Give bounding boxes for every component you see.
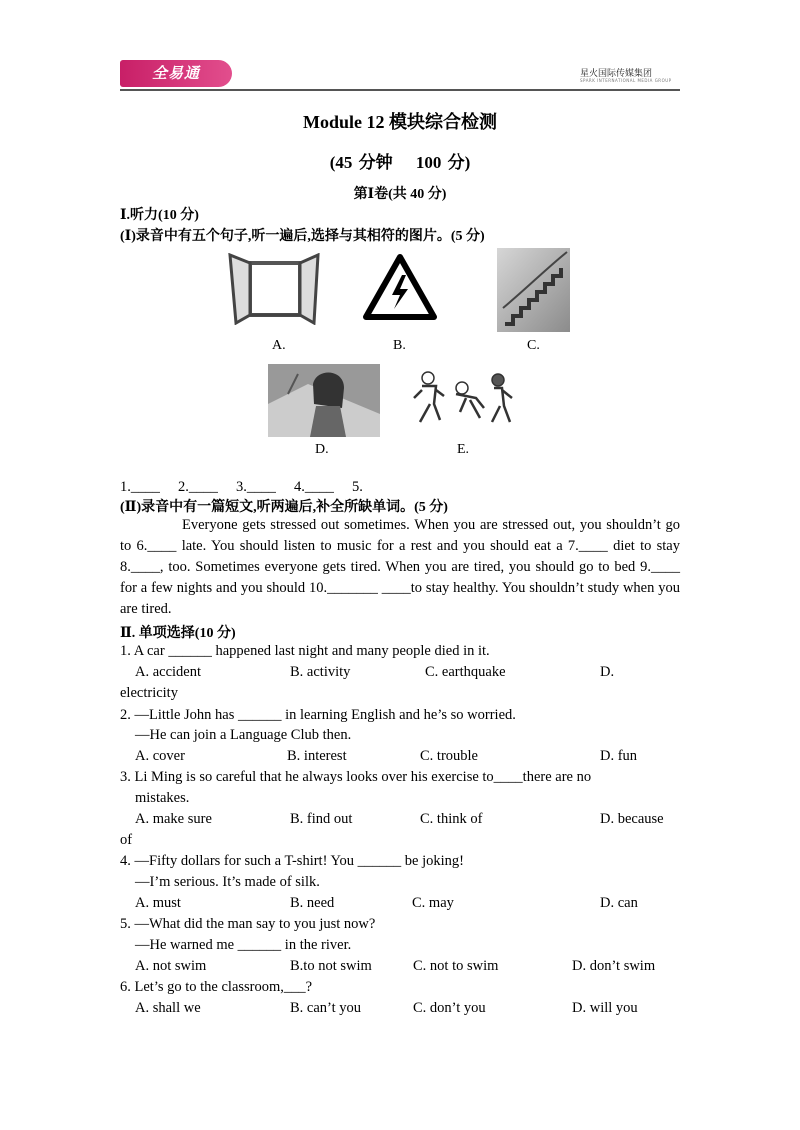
question-3-option-a: A. make sure [135, 811, 212, 827]
question-4-option-b: B. need [290, 895, 335, 911]
listening-part2-heading: (Ⅱ)录音中有一篇短文,听两遍后,补全所缺单词。(5 分) [120, 500, 448, 515]
picture-label-b: B. [393, 338, 406, 353]
question-6-stem: 6. Let’s go to the classroom,___? [120, 979, 313, 995]
listening-passage: Everyone gets stressed out sometimes. When you are stressed out, you shouldn’t go to 6.____ late. You should listen to music for a rest and you should eat a 7.____ diet to stay 8.____, too. Sometimes everyone gets tired. When you are tired, you should go to bed 9.____ for a few nights and you should 10._______ ____to stay healthy. You shouldn’t study when you are tired. [120, 517, 680, 617]
multiple-choice-heading: Ⅱ. 单项选择(10 分) [120, 626, 236, 641]
question-3-option-c: C. think of [420, 811, 483, 827]
question-4-stem: 4. —Fifty dollars for such a T-shirt! You ______ be joking! [120, 853, 464, 869]
staircase-picture [497, 248, 570, 332]
question-3-option-d: D. because [600, 811, 664, 827]
question-4-option-c: C. may [412, 895, 454, 911]
publisher-name: 星火国际传媒集团 [580, 69, 653, 79]
question-5-stem-line2: —He warned me ______ in the river. [135, 937, 352, 953]
question-4-option-a: A. must [135, 895, 181, 911]
window-picture [228, 253, 320, 325]
volume-heading: 第Ⅰ卷(共 40 分) [353, 187, 447, 202]
question-6-option-b: B. can’t you [290, 1000, 362, 1016]
question-5-option-d: D. don’t swim [572, 958, 656, 974]
question-5-option-c: C. not to swim [413, 958, 499, 974]
publisher-english-name: SPARK INTERNATIONAL MEDIA GROUP [580, 78, 672, 83]
question-6-option-d: D. will you [572, 1000, 638, 1016]
picture-label-c: C. [527, 338, 540, 353]
question-2-option-c: C. trouble [420, 748, 478, 764]
woman-picture [268, 364, 380, 437]
question-3-option-d-wrap: of [120, 832, 133, 848]
page-title: Module 12 模块综合检测 [302, 112, 497, 132]
question-4-stem-line2: —I’m serious. It’s made of silk. [135, 874, 320, 890]
picture-label-d: D. [315, 442, 329, 457]
question-2-stem-line2: —He can join a Language Club then. [135, 727, 352, 743]
question-2-stem: 2. —Little John has ______ in learning English and he’s so worried. [120, 707, 516, 723]
question-1-option-c: C. earthquake [425, 664, 506, 680]
question-2-option-b: B. interest [287, 748, 347, 764]
question-5-option-b: B.to not swim [290, 958, 372, 974]
question-3-stem: 3. Li Ming is so careful that he always looks over his exercise to____there are no [120, 769, 592, 785]
page-subtitle: (45 分钟 100 分) [329, 153, 471, 172]
question-1-option-d: D. [600, 664, 615, 680]
listening-part1-heading: (Ⅰ)录音中有五个句子,听一遍后,选择与其相符的图片。(5 分) [120, 229, 485, 244]
question-4-option-d: D. can [600, 895, 638, 911]
question-6-option-c: C. don’t you [413, 1000, 486, 1016]
listening-answer-blanks: 1.____ 2.____ 3.____ 4.____ 5. [120, 479, 363, 495]
question-1-option-d-wrap: electricity [120, 685, 178, 701]
question-6-option-a: A. shall we [135, 1000, 201, 1016]
running-people-picture [410, 368, 516, 428]
question-3-stem-line2: mistakes. [135, 790, 190, 806]
question-2-option-d: D. fun [600, 748, 638, 764]
header-rule [120, 89, 680, 91]
listening-heading: Ⅰ.听力(10 分) [120, 208, 199, 223]
question-2-option-a: A. cover [135, 748, 185, 764]
question-5-stem: 5. —What did the man say to you just now? [120, 916, 376, 932]
picture-label-a: A. [272, 338, 286, 353]
lightning-warning-picture [362, 253, 438, 321]
question-1-stem: 1. A car ______ happened last night and many people died in it. [120, 643, 490, 659]
picture-label-e: E. [457, 442, 470, 457]
question-1-option-a: A. accident [135, 664, 202, 680]
question-1-option-b: B. activity [290, 664, 351, 680]
brand-logo: 全易通 [120, 60, 232, 87]
question-5-option-a: A. not swim [135, 958, 207, 974]
question-3-option-b: B. find out [290, 811, 353, 827]
